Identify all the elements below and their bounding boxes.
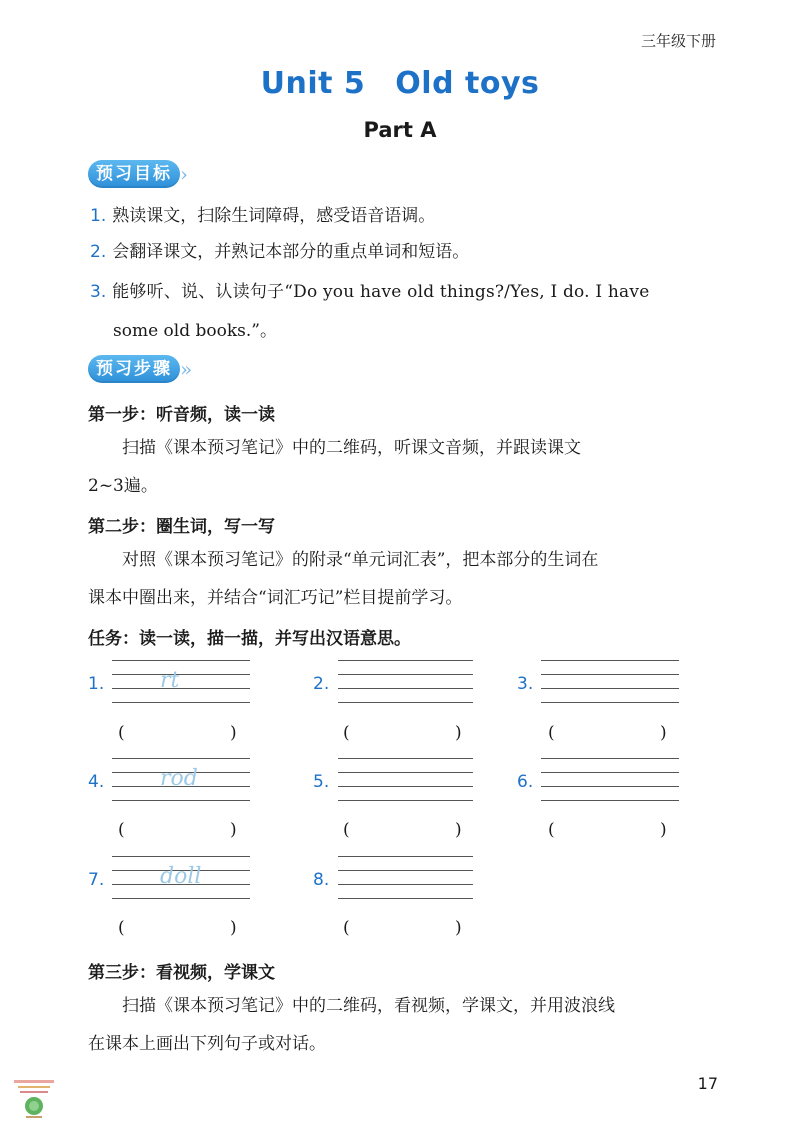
step3-title: 第三步：看视频，学课文 [88,963,275,983]
exercise-number: 5. [313,772,330,792]
writing-guide-line [112,660,250,661]
writing-guide-line [112,758,250,759]
answer-paren-open: ( [548,820,555,840]
writing-guide-line [112,898,250,899]
step1-line1: 扫描《课本预习笔记》中的二维码，听课文音频，并跟读课文 [122,438,581,458]
answer-paren-open: ( [343,918,350,938]
unit-name: Old toys [395,66,540,101]
answer-paren-open: ( [343,723,350,743]
writing-guide-line [541,800,679,801]
writing-guide-line [338,772,473,773]
writing-guide-line [541,702,679,703]
publisher-logo-icon [12,1076,56,1120]
grade-label: 三年级下册 [640,32,716,50]
writing-guide-line [338,856,473,857]
exercise-number: 2. [313,674,330,694]
exercise-number: 6. [517,772,534,792]
exercise-number: 8. [313,870,330,890]
chevron-right-icon: › [180,162,188,186]
answer-paren-close: ) [230,723,237,743]
traced-word: rt [160,668,180,693]
answer-paren-open: ( [548,723,555,743]
answer-blank[interactable] [130,723,228,745]
preview-steps-header [88,355,192,383]
goal-item-2: 2. 会翻译课文，并熟记本部分的重点单词和短语。 [90,242,470,262]
answer-paren-close: ) [455,723,462,743]
unit-title [0,66,800,101]
exercise-number: 4. [88,772,105,792]
traced-word: doll [160,864,202,889]
answer-blank[interactable] [560,723,658,745]
answer-blank[interactable] [130,820,228,842]
goal-item-3: 3. 能够听、说、认读句子“Do you have old things?/Yes, I do. I have [90,282,650,302]
traced-word: rod [160,766,198,791]
answer-paren-open: ( [118,723,125,743]
exercise-number: 7. [88,870,105,890]
writing-guide-line [338,786,473,787]
answer-paren-close: ) [230,918,237,938]
step3-line2: 在课本上画出下列句子或对话。 [88,1034,326,1054]
step2-line1: 对照《课本预习笔记》的附录“单元词汇表”，把本部分的生词在 [122,550,599,570]
task-title: 任务：读一读，描一描，并写出汉语意思。 [88,629,411,649]
writing-guide-line [541,688,679,689]
answer-blank[interactable] [560,820,658,842]
answer-blank[interactable] [355,723,453,745]
writing-guide-line [338,800,473,801]
writing-guide-line [338,688,473,689]
unit-number: Unit 5 [260,66,366,101]
step1-line2: 2~3遍。 [88,476,158,496]
answer-paren-close: ) [230,820,237,840]
writing-guide-line [338,898,473,899]
answer-paren-open: ( [118,820,125,840]
double-chevron-right-icon: » [180,357,193,381]
writing-guide-line [541,660,679,661]
step2-line2: 课本中圈出来，并结合“词汇巧记”栏目提前学习。 [88,588,463,608]
goal-item-1: 1. 熟读课文，扫除生词障碍，感受语音语调。 [90,206,436,226]
writing-guide-line [541,772,679,773]
answer-blank[interactable] [130,918,228,940]
writing-guide-line [112,688,250,689]
writing-guide-line [338,674,473,675]
answer-paren-close: ) [455,918,462,938]
writing-guide-line [338,870,473,871]
answer-paren-close: ) [660,723,667,743]
answer-paren-open: ( [118,918,125,938]
preview-goals-tag: 预习目标 [88,160,180,188]
step3-line1: 扫描《课本预习笔记》中的二维码，看视频，学课文，并用波浪线 [122,996,615,1016]
writing-guide-line [338,660,473,661]
writing-guide-line [112,674,250,675]
exercise-number: 3. [517,674,534,694]
writing-guide-line [541,758,679,759]
answer-paren-close: ) [455,820,462,840]
page-number: 17 [697,1074,718,1093]
step1-title: 第一步：听音频，读一读 [88,405,275,425]
answer-blank[interactable] [355,918,453,940]
preview-goals-header [88,160,188,188]
writing-guide-line [338,758,473,759]
writing-guide-line [112,800,250,801]
writing-guide-line [338,702,473,703]
answer-paren-close: ) [660,820,667,840]
writing-guide-line [541,674,679,675]
goal-item-3-continued: some old books.”。 [113,321,277,341]
exercise-number: 1. [88,674,105,694]
step2-title: 第二步：圈生词，写一写 [88,517,275,537]
part-title: Part A [363,118,437,142]
writing-guide-line [541,786,679,787]
writing-guide-line [112,702,250,703]
writing-guide-line [112,856,250,857]
answer-blank[interactable] [355,820,453,842]
preview-steps-tag: 预习步骤 [88,355,180,383]
writing-guide-line [338,884,473,885]
answer-paren-open: ( [343,820,350,840]
